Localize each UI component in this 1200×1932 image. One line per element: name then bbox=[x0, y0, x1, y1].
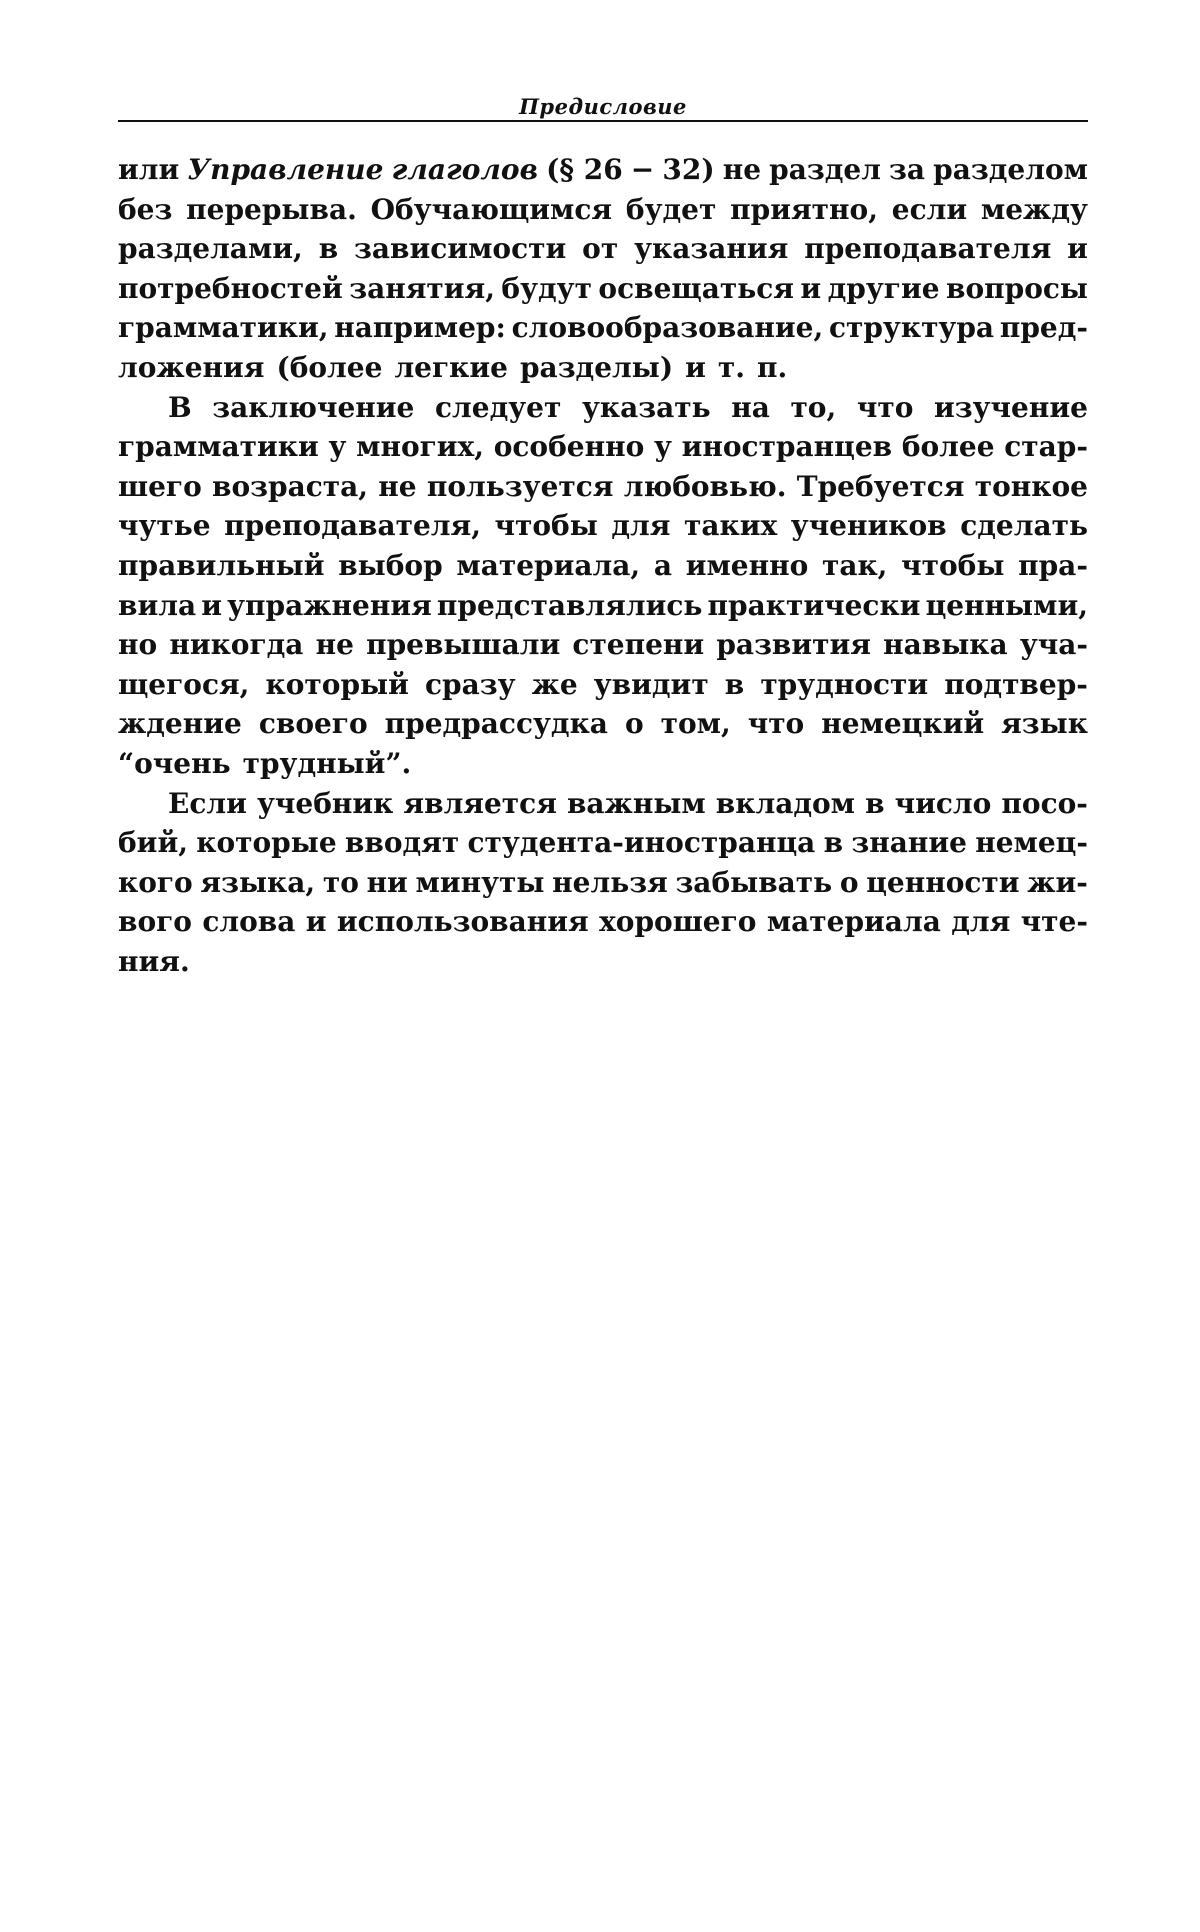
word: иностранцев bbox=[681, 430, 893, 464]
word: Требуется bbox=[796, 469, 965, 503]
word: Если bbox=[168, 786, 247, 820]
word: если bbox=[891, 192, 968, 226]
word: не bbox=[378, 469, 417, 503]
word: нельзя bbox=[552, 865, 668, 899]
word: том, bbox=[660, 707, 731, 741]
word: чтобы bbox=[494, 509, 598, 543]
word: важным bbox=[566, 786, 706, 820]
word: и bbox=[1067, 232, 1088, 266]
word: будет bbox=[625, 192, 717, 226]
text-line bbox=[118, 388, 1088, 428]
word: студента-иностранца bbox=[467, 826, 816, 860]
text-line bbox=[118, 269, 1088, 309]
word: в bbox=[318, 232, 339, 266]
word: легкие bbox=[394, 350, 508, 384]
word: приятно, bbox=[730, 192, 878, 226]
word: материала, bbox=[456, 548, 641, 582]
word: разделы) bbox=[519, 350, 674, 384]
word: занятия, bbox=[349, 271, 495, 305]
word: у bbox=[653, 430, 672, 464]
text-line bbox=[118, 704, 1088, 744]
word: вкладом bbox=[715, 786, 856, 820]
word: от bbox=[582, 232, 619, 266]
word: правильный bbox=[118, 548, 325, 582]
word: не bbox=[315, 628, 354, 662]
word: перерыва. bbox=[186, 192, 357, 226]
word: то, bbox=[790, 390, 837, 424]
word: сделать bbox=[960, 509, 1088, 543]
word: посо- bbox=[1001, 786, 1088, 820]
word: у bbox=[328, 430, 347, 464]
word: ждение bbox=[118, 707, 242, 741]
text-line bbox=[118, 902, 1088, 942]
word: использования bbox=[336, 905, 589, 939]
word: именно bbox=[685, 548, 809, 582]
word: разделами, bbox=[118, 232, 303, 266]
word: а bbox=[653, 548, 672, 582]
word: ложения bbox=[118, 350, 265, 384]
word: другие bbox=[827, 271, 940, 305]
word: и bbox=[685, 350, 706, 384]
word: без bbox=[118, 192, 173, 226]
word: для bbox=[951, 905, 1011, 939]
word: вводят bbox=[344, 826, 460, 860]
text-line bbox=[118, 506, 1088, 546]
body-text bbox=[118, 150, 1088, 981]
word: возраста, bbox=[212, 469, 369, 503]
word: чте- bbox=[1020, 905, 1088, 939]
word: является bbox=[403, 786, 557, 820]
word: и bbox=[800, 271, 822, 305]
word: на bbox=[731, 390, 770, 424]
word: Управление bbox=[187, 153, 384, 186]
text-line bbox=[118, 150, 1088, 190]
word: учеников bbox=[790, 509, 947, 543]
word: разделом bbox=[933, 153, 1088, 186]
word: материала bbox=[766, 905, 941, 939]
word: которые bbox=[196, 826, 337, 860]
word: 32) bbox=[662, 153, 715, 186]
word: что bbox=[856, 390, 914, 424]
word: будут bbox=[501, 271, 592, 305]
word: изучение bbox=[933, 390, 1088, 424]
word: не bbox=[722, 153, 762, 186]
word: увидит bbox=[593, 667, 709, 701]
word: п. bbox=[756, 350, 788, 384]
word: ни bbox=[366, 865, 408, 899]
word: вопросы bbox=[945, 271, 1088, 305]
word: развития bbox=[716, 628, 871, 662]
word: знание bbox=[851, 826, 967, 860]
word: − bbox=[630, 153, 655, 186]
word: особенно bbox=[493, 430, 645, 464]
text-line bbox=[118, 942, 1088, 982]
word: выбор bbox=[338, 548, 443, 582]
word: и bbox=[305, 905, 327, 939]
word: что bbox=[747, 707, 805, 741]
word: стар- bbox=[1004, 430, 1088, 464]
running-head: Предисловие bbox=[519, 94, 687, 119]
word: для bbox=[611, 509, 671, 543]
paragraph bbox=[118, 150, 1088, 388]
word: грамматики bbox=[118, 430, 319, 464]
word: словообразование, bbox=[511, 311, 824, 345]
word: хорошего bbox=[599, 905, 757, 939]
word: в bbox=[865, 786, 885, 820]
word: степени bbox=[572, 628, 705, 662]
word: забывать bbox=[675, 865, 833, 899]
word: пользуется bbox=[426, 469, 614, 503]
text-line bbox=[118, 665, 1088, 705]
text-line bbox=[118, 823, 1088, 863]
word: своего bbox=[258, 707, 368, 741]
word: но bbox=[118, 628, 158, 662]
word: многих, bbox=[356, 430, 484, 464]
text-line bbox=[118, 744, 1088, 784]
word: представлялись bbox=[436, 588, 703, 622]
word: (§ 26 bbox=[546, 153, 623, 186]
word: В bbox=[168, 390, 192, 424]
word: число bbox=[894, 786, 992, 820]
text-line bbox=[118, 427, 1088, 467]
word: тонкое bbox=[974, 469, 1088, 503]
word: чутье bbox=[118, 509, 211, 543]
word: жи- bbox=[1027, 865, 1088, 899]
word: о bbox=[839, 865, 859, 899]
word: подтвер- bbox=[944, 667, 1088, 701]
text-line bbox=[118, 190, 1088, 230]
word: немецкий bbox=[821, 707, 985, 741]
word: трудный”. bbox=[242, 746, 412, 780]
word: ценными, bbox=[925, 588, 1088, 622]
word: слова bbox=[202, 905, 296, 939]
word: раздел bbox=[769, 153, 881, 186]
word: зависимости bbox=[354, 232, 567, 266]
word: указания bbox=[634, 232, 789, 266]
word: же bbox=[531, 667, 578, 701]
word: например: bbox=[334, 311, 506, 345]
word: щегося, bbox=[118, 667, 250, 701]
word: кого bbox=[118, 865, 193, 899]
word: вила bbox=[118, 588, 197, 622]
word: и bbox=[201, 588, 222, 622]
word: “очень bbox=[118, 746, 231, 780]
word: сразу bbox=[424, 667, 516, 701]
word: преподавателя bbox=[804, 232, 1052, 266]
word: ния. bbox=[118, 944, 190, 978]
header-rule bbox=[118, 120, 1088, 122]
word: пра- bbox=[1018, 548, 1088, 582]
word: между bbox=[980, 192, 1088, 226]
word: трудности bbox=[760, 667, 929, 701]
word: минуты bbox=[415, 865, 545, 899]
word: который bbox=[265, 667, 409, 701]
word: преподавателя, bbox=[224, 509, 481, 543]
word: превышали bbox=[366, 628, 561, 662]
word: структура bbox=[828, 311, 995, 345]
word: грамматики, bbox=[118, 311, 329, 345]
word: упражнения bbox=[227, 588, 432, 622]
word: более bbox=[901, 430, 995, 464]
word: учебник bbox=[256, 786, 394, 820]
word: т. bbox=[717, 350, 745, 384]
word: практически bbox=[707, 588, 921, 622]
word: чтобы bbox=[901, 548, 1005, 582]
word: ценности bbox=[866, 865, 1020, 899]
word: потребностей bbox=[118, 271, 343, 305]
paragraph bbox=[118, 784, 1088, 982]
word: (более bbox=[276, 350, 383, 384]
text-line bbox=[118, 308, 1088, 348]
paragraph bbox=[118, 388, 1088, 784]
word: в bbox=[823, 826, 844, 860]
word: языка, bbox=[200, 865, 316, 899]
word: шего bbox=[118, 469, 202, 503]
word: указать bbox=[581, 390, 711, 424]
text-line bbox=[118, 863, 1088, 903]
text-line bbox=[118, 348, 1088, 388]
word: навыка bbox=[883, 628, 1008, 662]
word: то bbox=[322, 865, 359, 899]
text-line bbox=[118, 467, 1088, 507]
word: или bbox=[118, 153, 180, 186]
word: за bbox=[889, 153, 926, 186]
word: вого bbox=[118, 905, 192, 939]
text-line bbox=[118, 546, 1088, 586]
word: о bbox=[624, 707, 644, 741]
word: любовью. bbox=[623, 469, 787, 503]
word: заключение bbox=[212, 390, 415, 424]
text-line bbox=[118, 586, 1088, 626]
word: пред- bbox=[999, 311, 1088, 345]
text-line bbox=[118, 229, 1088, 269]
text-line bbox=[118, 784, 1088, 824]
word: глаголов bbox=[391, 153, 538, 186]
word: таких bbox=[684, 509, 778, 543]
word: язык bbox=[1001, 707, 1088, 741]
word: предрассудка bbox=[384, 707, 608, 741]
word: никогда bbox=[169, 628, 304, 662]
word: немец- bbox=[975, 826, 1088, 860]
word: так, bbox=[821, 548, 888, 582]
word: в bbox=[724, 667, 745, 701]
word: следует bbox=[434, 390, 562, 424]
text-line bbox=[118, 625, 1088, 665]
word: бий, bbox=[118, 826, 188, 860]
word: Обучающимся bbox=[370, 192, 613, 226]
word: освещаться bbox=[598, 271, 794, 305]
word: уча- bbox=[1019, 628, 1088, 662]
